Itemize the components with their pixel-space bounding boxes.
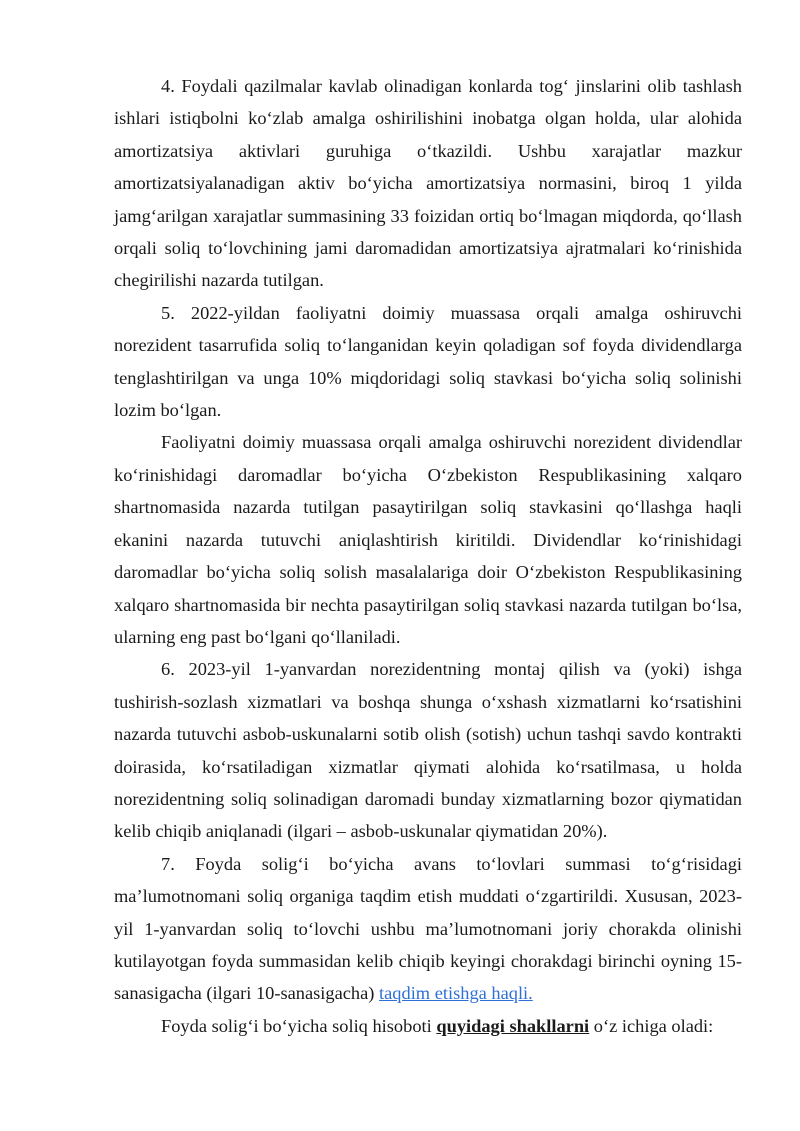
paragraph-text: 4. Foydali qazilmalar kavlab olinadigan konlarda tog‘ jinslarini olib tashlash ishlari istiqbolni ko‘zlab amalga oshirilishini inobatga olgan holda, ular alohida amortizatsiya aktivlari guruhiga o‘tkazildi. Ushbu xarajatlar mazkur amortizatsiyalanadigan aktiv bo‘yicha amortizatsiya normasini, biroq 1 yilda jamg‘arilgan xarajatlar summasining 33 foizidan ortiq bo‘lmagan miqdorda, qo‘llash orqali soliq to‘lovchining jami daromadidan amortizatsiya ajratmalari ko‘rinishida chegirilishi nazarda tutilgan.: [114, 76, 742, 291]
paragraph-text: Faoliyatni doimiy muassasa orqali amalga oshiruvchi norezident dividendlar ko‘rinishidagi daromadlar bo‘yicha O‘zbekiston Respublikasining xalqaro shartnomasida nazarda tutilgan pasaytirilgan soliq stavkasini qo‘llashga haqli ekanini nazarda tutuvchi aniqlashtirish kiritildi. Dividendlar ko‘rinishidagi daromadlar bo‘yicha soliq solish masalalariga doir O‘zbekiston Respublikasining xalqaro shartnomasida bir nechta pasaytirilgan soliq stavkasi nazarda tutilgan bo‘lsa, ularning eng past bo‘lgani qo‘llaniladi.: [114, 432, 742, 647]
paragraph-report-forms: [114, 1010, 742, 1042]
paragraph-item-6: [114, 653, 742, 847]
paragraph-item-5: [114, 297, 742, 427]
document-body: [114, 70, 742, 1042]
paragraph-text: 7. Foyda solig‘i bo‘yicha avans to‘lovlari summasi to‘g‘risidagi ma’lumotnomani soliq organiga taqdim etish muddati o‘zgartirildi. Xususan, 2023-yil 1-yanvardan soliq to‘lovchi ushbu ma’lumotnomani joriy chorakda olinishi kutilayotgan foyda summasidan kelib chiqib keyingi chorakdagi birinchi oyning 15-sanasigacha (ilgari 10-sanasigacha): [114, 853, 742, 1004]
paragraph-text-after: o‘z ichiga oladi:: [593, 1015, 714, 1036]
paragraph-item-4: [114, 70, 742, 297]
paragraph-item-7: [114, 848, 742, 1010]
taqdim-etishga-link[interactable]: taqdim etishga haqli.: [379, 983, 533, 1004]
paragraph-text: 6. 2023-yil 1-yanvardan norezidentning montaj qilish va (yoki) ishga tushirish-sozlash xizmatlari va boshqa shunga o‘xshash xizmatlarni ko‘rsatishini nazarda tutuvchi asbob-uskunalarni sotib olish (sotish) uchun tashqi savdo kontrakti doirasida, ko‘rsatiladigan xizmatlar qiymati alohida ko‘rsatilmasa, u holda norezidentning soliq solinadigan daromadi bunday xizmatlarning bozor qiymatidan kelib chiqib aniqlanadi (ilgari – asbob-uskunalar qiymatidan 20%).: [114, 659, 742, 842]
paragraph-text: 5. 2022-yildan faoliyatni doimiy muassasa orqali amalga oshiruvchi norezident tasarrufida soliq to‘langanidan keyin qoladigan sof foyda dividendlarga tenglashtirilgan va unga 10% miqdoridagi soliq stavkasi bo‘yicha soliq solinishi lozim bo‘lgan.: [114, 302, 742, 421]
paragraph-text-before: Foyda solig‘i bo‘yicha soliq hisoboti: [161, 1015, 432, 1036]
emphasized-forms-text: quyidagi shakllarni: [436, 1015, 590, 1036]
paragraph-dividends: [114, 426, 742, 653]
